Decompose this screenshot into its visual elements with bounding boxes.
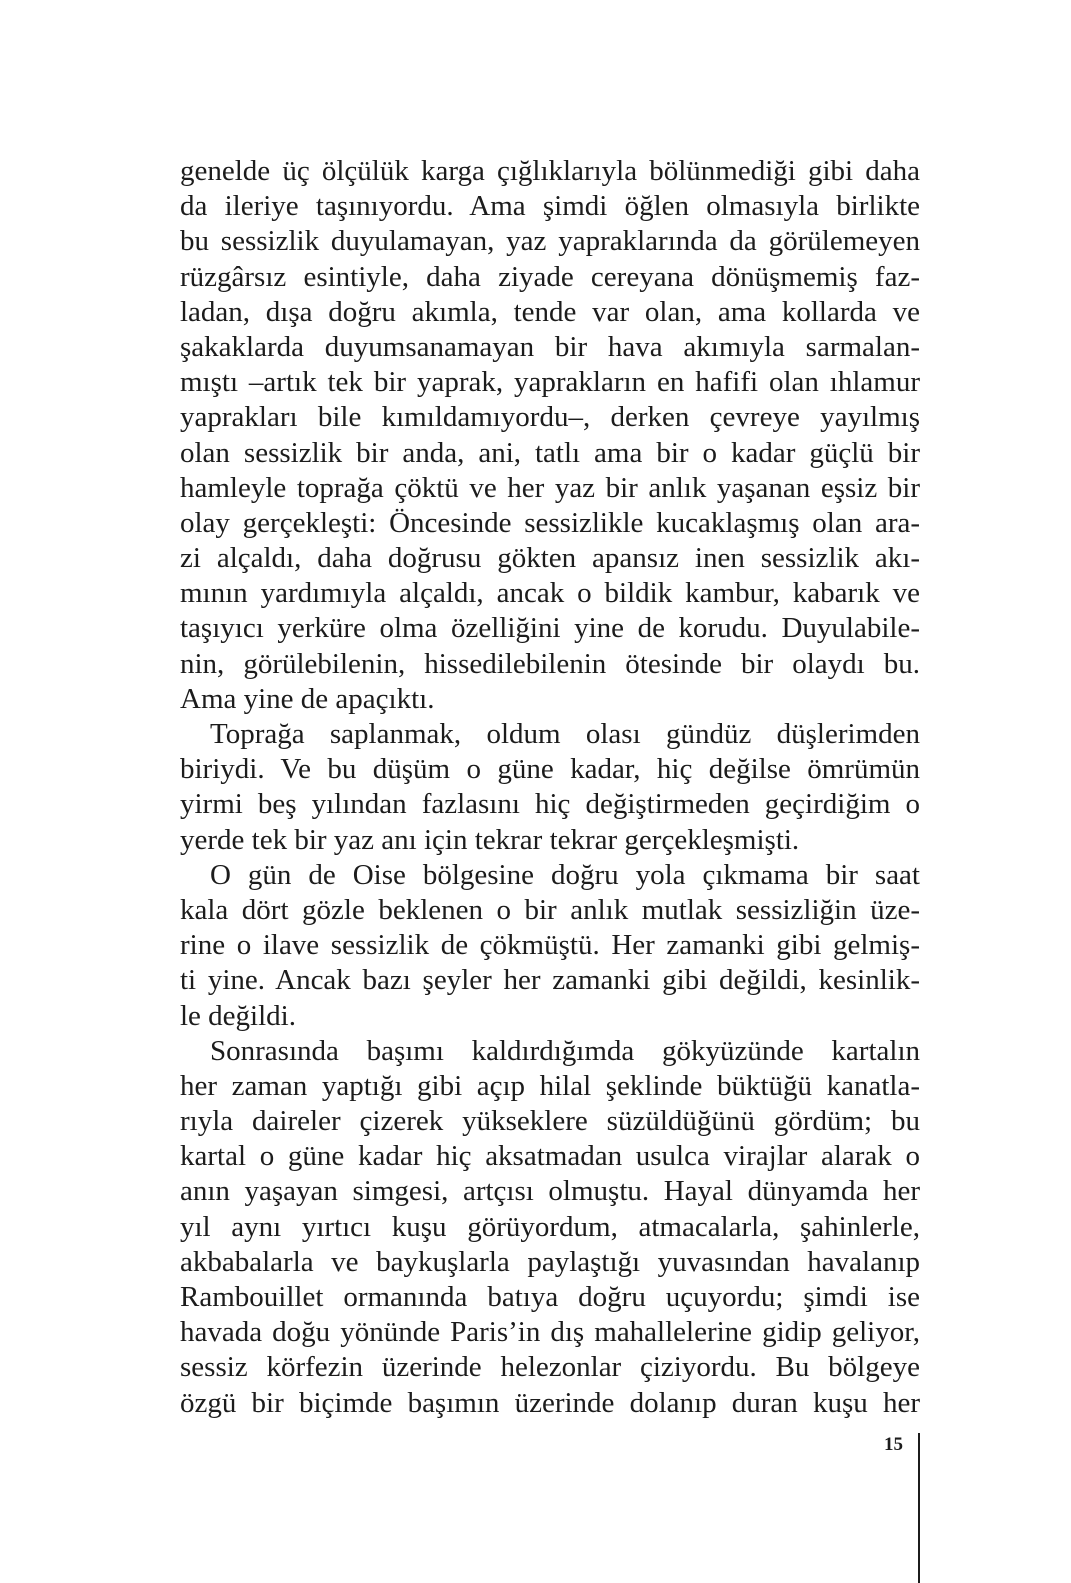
text-line: Rambouillet ormanında batıya doğru uçuyordu; şimdi ise (180, 1281, 920, 1313)
text-line: O gün de Oise bölgesine doğru yola çıkmama bir saat (210, 858, 920, 891)
text-line: bu sessizlik duyulamayan, yaz yapraklarında da görülemeyen (180, 225, 920, 258)
text-line: özgü bir biçimde başımın üzerinde dolanıp duran kuşu her (180, 1386, 920, 1419)
text-line: anın yaşayan simgesi, artçısı olmuştu. Hayal dünyamda her (180, 1175, 920, 1208)
text-line: hamleyle toprağa çöktü ve her yaz bir anlık yaşanan eşsiz bir (180, 471, 920, 504)
text-line: kala dört gözle beklenen o bir anlık mutlak sessizliğin üze- (180, 893, 920, 926)
text-line: olay gerçekleşti: Öncesinde sessizlikle kucaklaşmış olan ara- (180, 506, 920, 539)
text-line: kartal o güne kadar hiç aksatmadan usulca virajlar alarak o (180, 1140, 920, 1173)
text-line: yaprakları bile kımıldamıyordu–, derken çevreye yayılmış (180, 401, 920, 434)
text-line: genelde üç ölçülük karga çığlıklarıyla bölünmediği gibi daha (180, 155, 920, 187)
text-line: Sonrasında başımı kaldırdığımda gökyüzünde kartalın (210, 1034, 920, 1067)
text-line: ladan, dışa doğru akımla, tende var olan, ama kollarda ve (180, 295, 920, 328)
page-number: 15 (884, 1434, 903, 1455)
body-text (180, 154, 920, 1421)
text-line: havada doğu yönünde Paris’in dış mahallelerine gidip geliyor, (180, 1316, 920, 1349)
text-line: olan sessizlik bir anda, ani, tatlı ama bir o kadar güçlü bir (180, 436, 920, 469)
text-line: taşıyıcı yerküre olma özelliğini yine de korudu. Duyulabile- (180, 612, 920, 645)
text-line: akbabalarla ve baykuşlarla paylaştığı yuvasından havalanıp (180, 1245, 920, 1278)
text-line: şakaklarda duyumsanamayan bir hava akımıyla sarmalan- (180, 330, 920, 363)
text-line: Ama yine de apaçıktı. (180, 682, 435, 715)
text-line: le değildi. (180, 999, 296, 1032)
text-line: sessiz körfezin üzerinde helezonlar çiziyordu. Bu bölgeye (180, 1351, 920, 1384)
text-line: rüzgârsız esintiyle, daha ziyade cereyana dönüşmemiş faz- (180, 260, 920, 293)
text-line: yerde tek bir yaz anı için tekrar tekrar gerçekleşmişti. (180, 823, 800, 856)
text-line: mıştı –artık tek bir yaprak, yaprakların en hafifi olan ıhlamur (180, 366, 920, 399)
text-line: nin, görülebilenin, hissedilebilenin ötesinde bir olaydı bu. (180, 647, 920, 680)
text-line: mının yardımıyla alçaldı, ancak o bildik kambur, kabarık ve (180, 577, 920, 610)
text-line: rıyla daireler çizerek yükseklere süzüldüğünü gördüm; bu (180, 1105, 920, 1138)
text-line: ti yine. Ancak bazı şeyler her zamanki gibi değildi, kesinlik- (180, 964, 920, 997)
text-line: da ileriye taşınıyordu. Ama şimdi öğlen olmasıyla birlikte (180, 190, 920, 223)
text-line: yirmi beş yılından fazlasını hiç değiştirmeden geçirdiğim o (180, 788, 920, 821)
text-line: Toprağa saplanmak, oldum olası gündüz düşlerimden (210, 718, 920, 750)
text-line: yıl aynı yırtıcı kuşu görüyordum, atmacalarla, şahinlerle, (180, 1210, 920, 1243)
text-line: rine o ilave sessizlik de çökmüştü. Her zamanki gibi gelmiş- (180, 929, 920, 962)
text-line: her zaman yaptığı gibi açıp hilal şeklinde büktüğü kanatla- (180, 1069, 920, 1102)
text-line: biriydi. Ve bu düşüm o güne kadar, hiç değilse ömrümün (180, 753, 920, 786)
text-line: zi alçaldı, daha doğrusu gökten apansız inen sessizlik akı- (180, 542, 920, 575)
folio-rule (918, 1433, 920, 1583)
